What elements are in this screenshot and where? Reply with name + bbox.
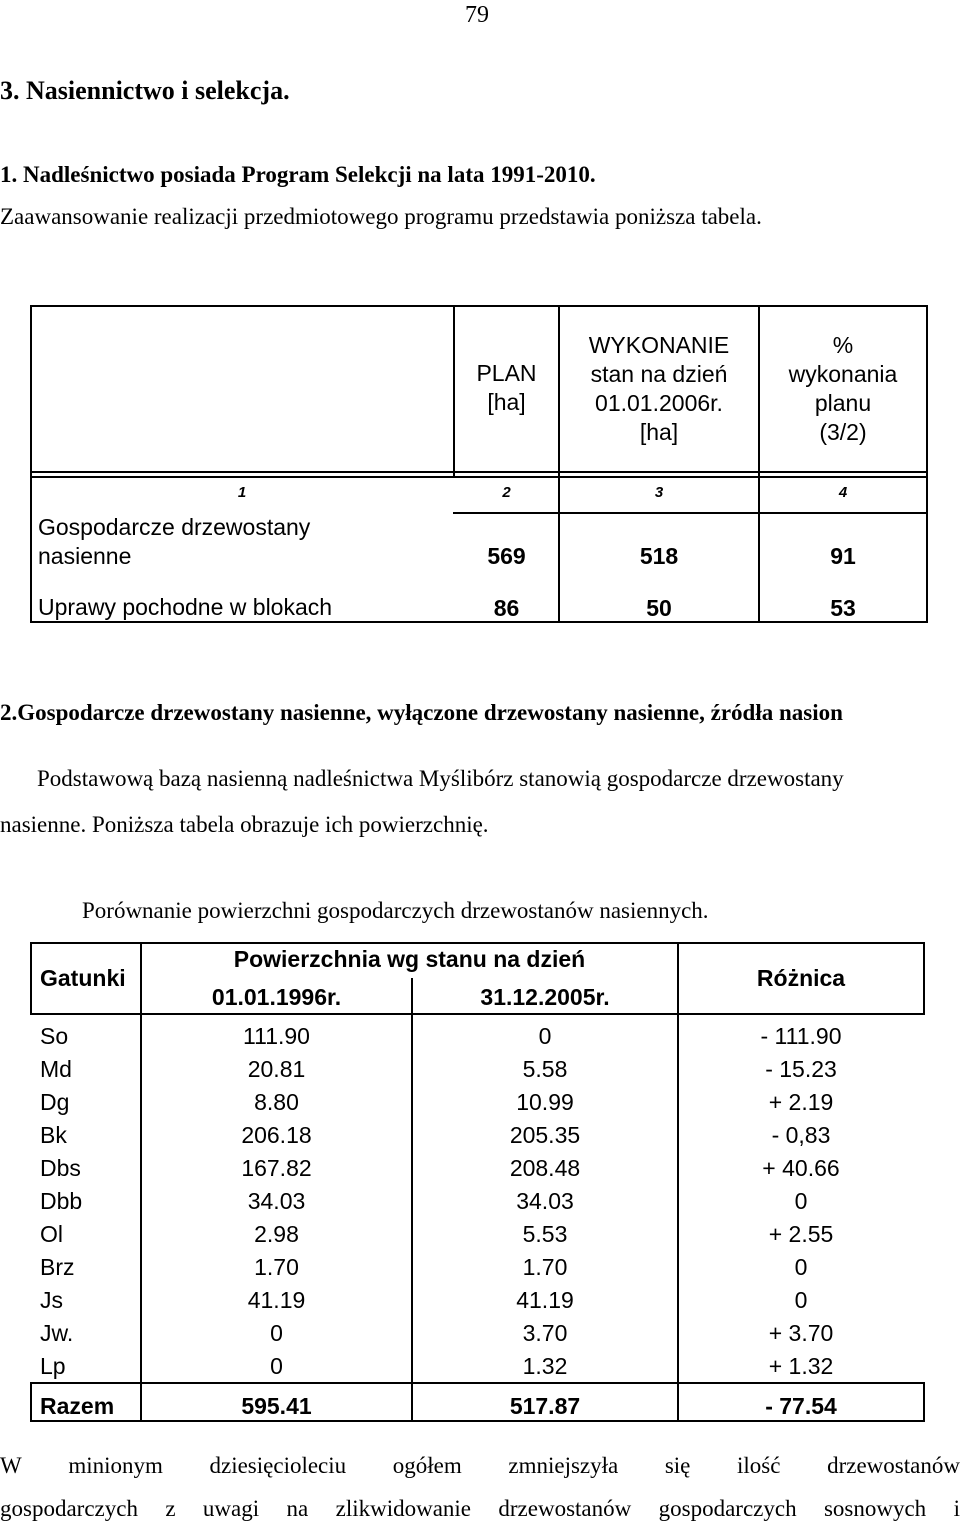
selection-program-table [30,305,928,623]
difference-cell: + 2.55 [768,1221,834,1247]
area-1996-cell: 167.82 [241,1155,312,1181]
word: gospodarczych [658,1496,797,1521]
header-plan: PLAN [ha] [476,360,537,415]
row-1-plan: 569 [487,543,526,569]
col-number-2: 2 [502,484,511,501]
header-wykonanie: WYKONANIE stan na dzień 01.01.2006r. [ha] [588,332,730,445]
species-cell: Js [40,1287,63,1313]
area-2005-cell: 0 [538,1023,552,1049]
species-cell: Brz [40,1254,75,1280]
paragraph-3-line-1: Podstawową bazą nasienną nadleśnictwa Myślibórz stanowią gospodarcze drzewostany [37,766,844,791]
difference-cell: 0 [794,1254,808,1280]
area-1996-cell: 2.98 [254,1221,299,1247]
difference-cell: 0 [794,1188,808,1214]
word: gospodarczych [0,1496,138,1521]
area-2005-cell: 5.58 [522,1056,568,1082]
total-2005: 517.87 [509,1393,581,1419]
area-2005-cell: 205.35 [509,1122,581,1148]
page-number: 79 [465,2,489,28]
table-caption: Porównanie powierzchni gospodarczych drzewostanów nasiennych. [82,898,709,923]
difference-cell: - 15.23 [765,1056,837,1082]
area-2005-cell: 5.53 [522,1221,568,1247]
header-roznica: Różnica [756,965,846,991]
area-2005-cell: 34.03 [516,1188,574,1214]
area-2005-cell: 1.32 [522,1353,568,1379]
word: W [0,1453,22,1478]
row-2-procent: 53 [830,595,856,621]
word: z [165,1496,176,1521]
area-1996-cell: 0 [270,1320,283,1346]
area-2005-cell: 1.70 [522,1254,568,1280]
difference-cell: + 40.66 [762,1155,840,1181]
word: sosnowych [823,1496,927,1521]
difference-cell: - 0,83 [771,1122,831,1148]
paragraph-1-line-1: 1. Nadleśnictwo posiada Program Selekcji na lata 1991-2010. [0,162,596,187]
header-powierzchnia: Powierzchnia wg stanu na dzień [233,946,586,972]
word: zmniejszyła [508,1453,619,1478]
species-cell: Lp [40,1353,66,1379]
row-label-uprawy: Uprawy pochodne w blokach [38,594,333,620]
col-number-3: 3 [654,484,664,501]
species-cell: So [40,1023,69,1049]
difference-cell: + 3.70 [768,1320,834,1346]
species-cell: Jw. [40,1320,74,1346]
area-1996-cell: 1.70 [254,1254,299,1280]
species-cell: Bk [40,1122,67,1148]
word: i [953,1496,960,1521]
area-1996-cell: 41.19 [247,1287,306,1313]
area-2005-cell: 41.19 [516,1287,574,1313]
species-cell: Md [40,1056,72,1082]
word: drzewostanów [498,1496,632,1521]
header-date-2005: 31.12.2005r. [480,984,610,1010]
paragraph-4-line-1 [0,1453,960,1479]
area-1996-cell: 8.80 [254,1089,299,1115]
word: ogółem [392,1453,462,1478]
species-cell: Dg [40,1089,70,1115]
area-1996-cell: 0 [270,1353,283,1379]
row-2-wykonanie: 50 [646,595,672,621]
total-1996: 595.41 [241,1393,312,1419]
total-roznica: - 77.54 [765,1393,837,1419]
word: ilość [737,1453,781,1478]
word: minionym [68,1453,163,1478]
word: drzewostanów [827,1453,960,1478]
area-1996-cell: 20.81 [247,1056,306,1082]
species-cell: Dbs [40,1155,81,1181]
paragraph-3-line-2: nasienne. Poniższa tabela obrazuje ich powierzchnię. [0,812,489,837]
difference-cell: + 2.19 [768,1089,834,1115]
species-cell: Dbb [40,1188,83,1214]
header-gatunki: Gatunki [40,965,126,991]
area-2005-cell: 208.48 [509,1155,581,1181]
seed-stands-comparison-table [30,942,925,1422]
word: na [286,1496,309,1521]
word: dziesięcioleciu [209,1453,347,1478]
paragraph-4-line-2 [0,1496,960,1522]
difference-cell: - 111.90 [760,1023,842,1049]
difference-cell: + 1.32 [768,1353,834,1379]
row-1-procent: 91 [830,543,856,569]
area-1996-cell: 111.90 [243,1023,310,1049]
col-number-4: 4 [838,484,848,501]
word: się [664,1453,691,1478]
header-procent: % wykonania planu (3/2) [788,332,898,445]
species-cell: Ol [40,1221,63,1247]
area-2005-cell: 10.99 [516,1089,574,1115]
row-2-plan: 86 [493,595,520,621]
section-heading: 3. Nasiennictwo i selekcja. [0,76,290,105]
col-number-1: 1 [237,484,247,501]
row-label-drzewostany: Gospodarcze drzewostany nasienne [38,514,311,569]
area-1996-cell: 206.18 [241,1122,312,1148]
paragraph-1-line-2: Zaawansowanie realizacji przedmiotowego programu przedstawia poniższa tabela. [0,204,762,229]
area-2005-cell: 3.70 [522,1320,568,1346]
paragraph-2-heading: 2.Gospodarcze drzewostany nasienne, wyłączone drzewostany nasienne, źródła nasion [0,700,843,725]
row-1-wykonanie: 518 [639,543,679,569]
area-1996-cell: 34.03 [247,1188,306,1214]
total-label: Razem [40,1393,115,1419]
word: uwagi [202,1496,260,1521]
difference-cell: 0 [794,1287,808,1313]
header-date-1996: 01.01.1996r. [211,984,342,1010]
word: zlikwidowanie [335,1496,472,1521]
